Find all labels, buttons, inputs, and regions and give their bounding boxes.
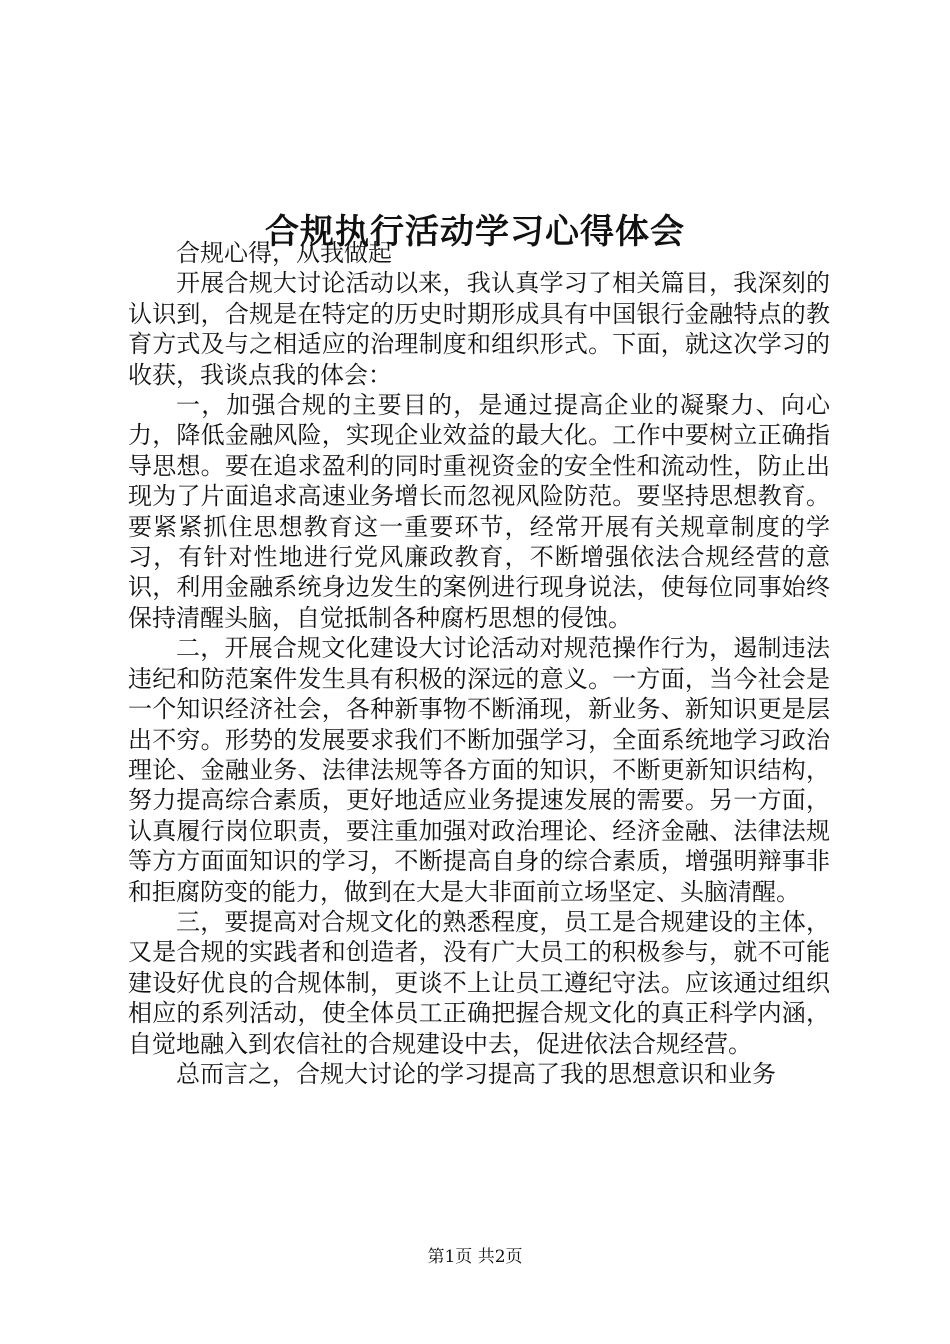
paragraph-point-three: 三，要提高对合规文化的熟悉程度，员工是合规建设的主体，又是合规的实践者和创造者，没有广大员工的积极参与，就不可能建设好优良的合规体制，更谈不上让员工遵纪守法。应该通过组织相应的系列活动，使全体员工正确把握合规文化的真正科学内涵，自觉地融入到农信社的合规建设中去，促进依法合规经营。: [128, 907, 830, 1058]
paragraph-conclusion: 总而言之，合规大讨论的学习提高了我的思想意识和业务: [176, 1059, 776, 1088]
paragraph-point-two: 二，开展合规文化建设大讨论活动对规范操作行为，遏制违法违纪和防范案件发生具有积极的深远的意义。一方面，当今社会是一个知识经济社会，各种新事物不断涌现，新业务、新知识更是层出不穷。形势的发展要求我们不断加强学习，全面系统地学习政治理论、金融业务、法律法规等各方面的知识，不断更新知识结构，努力提高综合素质，更好地适应业务提速发展的需要。另一方面，认真履行岗位职责，要注重加强对政治理论、经济金融、法律法规等方方面面知识的学习，不断提高自身的综合素质，增强明辩事非和拒腐防变的能力，做到在大是大非面前立场坚定、头脑清醒。: [128, 634, 830, 906]
paragraph-subtitle: 合规心得，从我做起: [176, 239, 392, 267]
document-title: 合规执行活动学习心得体会: [265, 211, 685, 252]
paragraph-intro: 开展合规大讨论活动以来，我认真学习了相关篇目，我深刻的认识到，合规是在特定的历史时期形成具有中国银行金融特点的教育方式及与之相适应的治理制度和组织形式。下面，就这次学习的收获，我谈点我的体会：: [128, 269, 830, 389]
document-body: [128, 238, 830, 1089]
paragraph-point-one: 一，加强合规的主要目的，是通过提高企业的凝聚力、向心力，降低金融风险，实现企业效益的最大化。工作中要树立正确指导思想。要在追求盈利的同时重视资金的安全性和流动性，防止出现为了片面追求高速业务增长而忽视风险防范。要坚持思想教育。要紧紧抓住思想教育这一重要环节，经常开展有关规章制度的学习，有针对性地进行党风廉政教育，不断增强依法合规经营的意识，利用金融系统身边发生的案例进行现身说法，使每位同事始终保持清醒头脑，自觉抵制各种腐朽思想的侵蚀。: [128, 391, 830, 632]
page-number-footer: 第1页 共2页: [427, 1247, 523, 1267]
